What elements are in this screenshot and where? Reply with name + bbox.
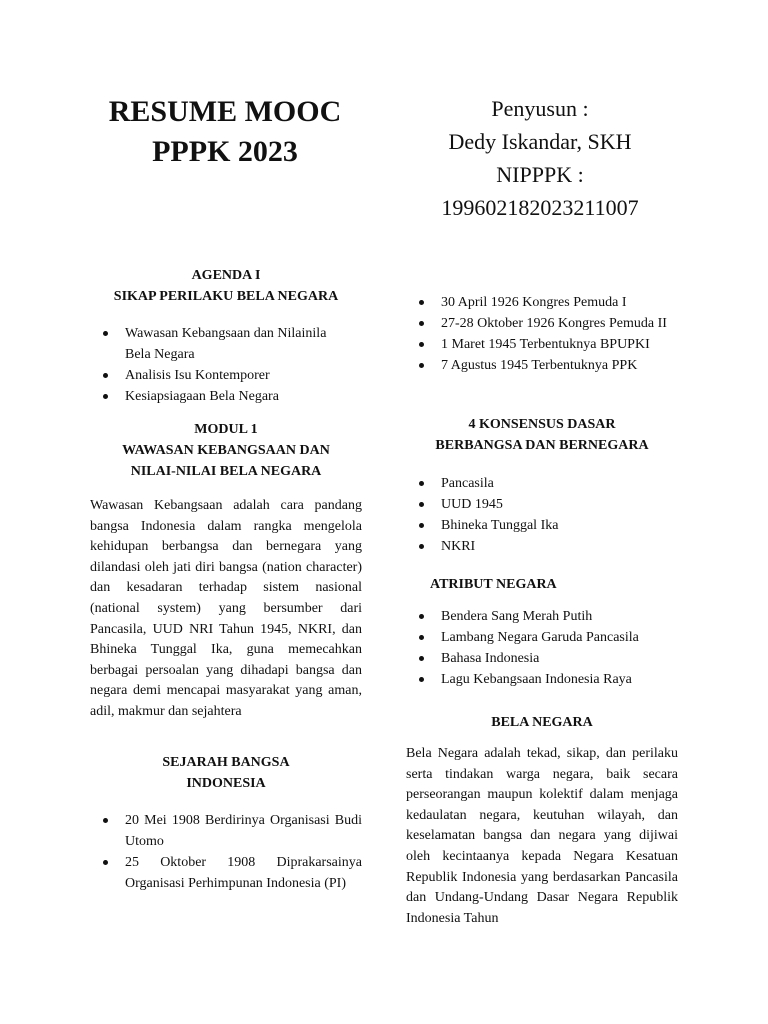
atribut-heading: ATRIBUT NEGARA xyxy=(430,577,557,592)
bela-body-section xyxy=(406,744,678,930)
modul-heading: MODUL 1 xyxy=(194,422,258,437)
author-block xyxy=(410,92,670,224)
konsensus-heading: 4 KONSENSUS DASAR xyxy=(468,417,616,432)
sejarah-section xyxy=(90,752,362,794)
modul-section xyxy=(90,419,362,482)
list-item: Analisis Isu Kontemporer xyxy=(90,365,362,386)
sejarah-subheading: INDONESIA xyxy=(186,776,266,791)
list-item: NKRI xyxy=(406,536,678,557)
sejarah-heading: SEJARAH BANGSA xyxy=(162,755,290,770)
modul-subheading-2: NILAI-NILAI BELA NEGARA xyxy=(130,464,322,479)
konsensus-list xyxy=(406,473,678,557)
list-item: Kesiapsiagaan Bela Negara xyxy=(90,386,362,407)
author-label: Penyusun : xyxy=(491,96,589,121)
list-item: Lambang Negara Garuda Pancasila xyxy=(406,627,678,648)
bela-section xyxy=(406,712,678,733)
konsensus-list-section xyxy=(406,473,678,557)
sejarah-list-right-section xyxy=(406,292,678,376)
konsensus-section xyxy=(406,414,678,456)
list-item: Pancasila xyxy=(406,473,678,494)
list-item: Lagu Kebangsaan Indonesia Raya xyxy=(406,669,678,690)
nip-label: NIPPPK : xyxy=(496,162,584,187)
list-item: 20 Mei 1908 Berdirinya Organisasi Budi Utomo xyxy=(90,810,362,852)
agenda-heading: AGENDA I xyxy=(191,268,261,283)
konsensus-subheading: BERBANGSA DAN BERNEGARA xyxy=(435,438,649,453)
list-item: 27-28 Oktober 1926 Kongres Pemuda II xyxy=(406,313,678,334)
modul-paragraph: Wawasan Kebangsaan adalah cara pandang bangsa Indonesia dalam rangka mengelola kehidupan berbangsa dan bernegara yang dilandasi oleh jati diri bangsa (nation character) dan kesadaran terhadap sistem nasional (national system) yang bersumber dari Pancasila, UUD NRI Tahun 1945, NKRI, dan Bhineka Tunggal Ika, guna memecahkan berbagai persoalan yang dihadapi bangsa dan negara demi mencapai masyarakat yang aman, adil, makmur dan sejahtera xyxy=(90,498,362,719)
bela-paragraph: Bela Negara adalah tekad, sikap, dan perilaku serta tindakan warga negara, baik secara perseorangan maupun kolektif dalam menjaga kedaulatan negara, keutuhan wilayah, dan keselamatan bangsa dan negara yang dijiwai oleh kecintaanya kepada Negara Kesatuan Republik Indonesia yang berdasarkan Pancasila dan Undang-Undang Dasar Negara Republik Indonesia Tahun xyxy=(406,746,678,926)
list-item: Bendera Sang Merah Putih xyxy=(406,606,678,627)
agenda-subheading: SIKAP PERILAKU BELA NEGARA xyxy=(113,289,339,304)
modul-subheading-1: WAWASAN KEBANGSAAN DAN xyxy=(122,443,330,458)
bela-heading: BELA NEGARA xyxy=(491,715,593,730)
list-item: Bhineka Tunggal Ika xyxy=(406,515,678,536)
list-item: Wawasan Kebangsaan dan Nilainila Bela Negara xyxy=(90,323,362,365)
sejarah-list-left xyxy=(90,810,362,894)
atribut-section xyxy=(406,574,678,595)
modul-body-section xyxy=(90,496,362,723)
list-item: 30 April 1926 Kongres Pemuda I xyxy=(406,292,678,313)
document-title xyxy=(90,92,360,172)
list-item: 25 Oktober 1908 Diprakarsainya Organisasi Perhimpunan Indonesia (PI) xyxy=(90,852,362,894)
nip-number: 199602182023211007 xyxy=(441,195,639,220)
agenda-list xyxy=(90,323,362,407)
list-item: Bahasa Indonesia xyxy=(406,648,678,669)
atribut-list xyxy=(406,606,678,690)
sejarah-list-left-section xyxy=(90,810,362,894)
agenda-list-section xyxy=(90,323,362,407)
list-item: UUD 1945 xyxy=(406,494,678,515)
author-name: Dedy Iskandar, SKH xyxy=(448,129,632,154)
list-item: 7 Agustus 1945 Terbentuknya PPK xyxy=(406,355,678,376)
sejarah-list-right xyxy=(406,292,678,376)
title-line-2: PPPK 2023 xyxy=(152,135,298,168)
agenda-section xyxy=(90,265,362,307)
atribut-list-section xyxy=(406,606,678,690)
title-line-1: RESUME MOOC xyxy=(108,95,342,128)
list-item: 1 Maret 1945 Terbentuknya BPUPKI xyxy=(406,334,678,355)
